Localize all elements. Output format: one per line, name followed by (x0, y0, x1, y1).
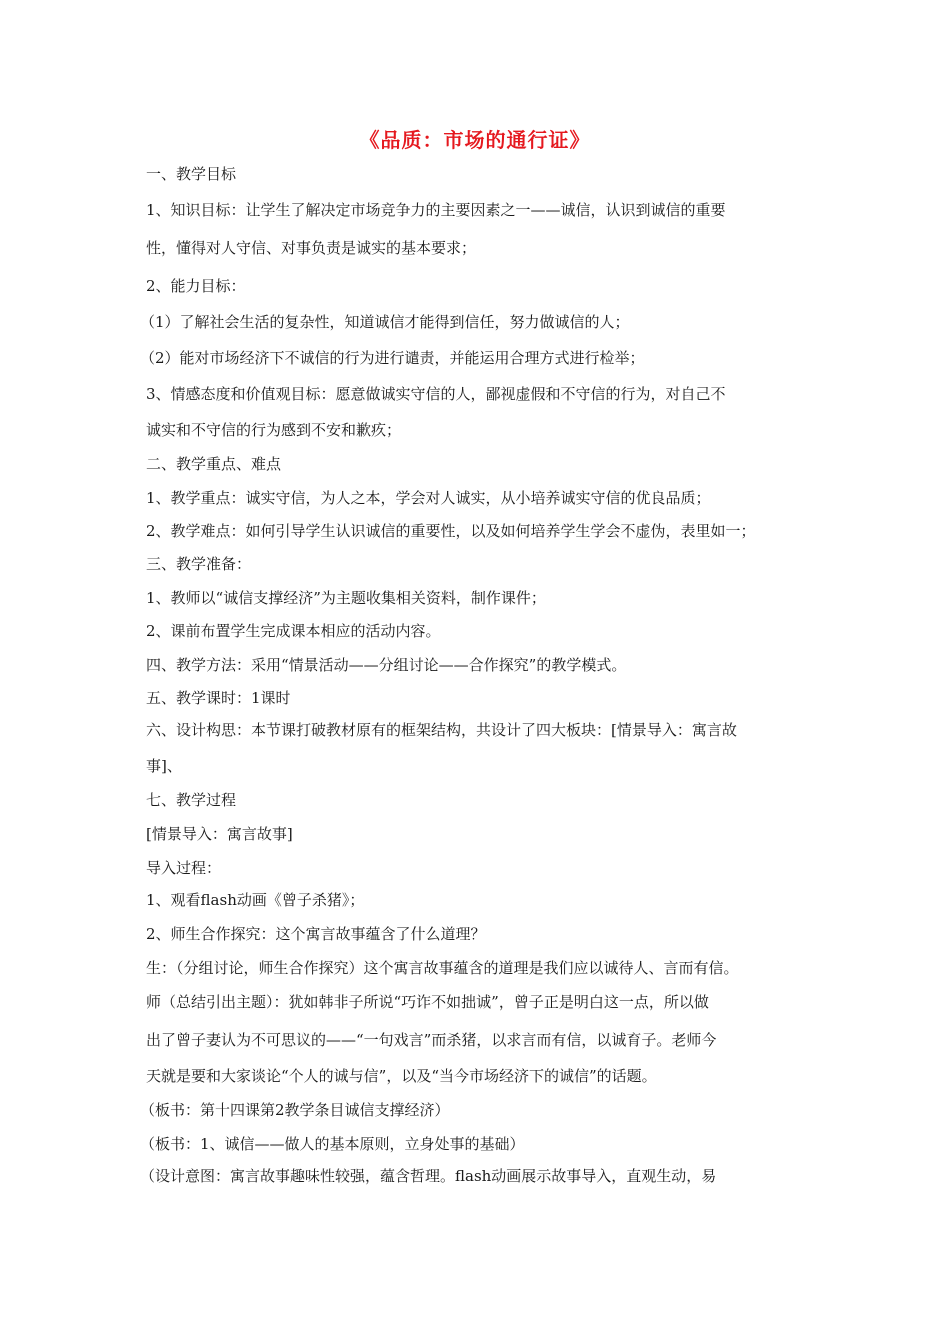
blackboard-note: （板书：1、诚信——做人的基本原则，立身处事的基础） (140, 1135, 525, 1153)
paragraph-line: 生：（分组讨论，师生合作探究）这个寓言故事蕴含的道理是我们应以诚待人、言而有信。 (146, 959, 739, 977)
paragraph-line: 2、能力目标： (146, 277, 246, 295)
heading-key-points: 二、教学重点、难点 (146, 455, 282, 473)
paragraph-line: 天就是要和大家谈论“个人的诚与信”，以及“当今市场经济下的诚信”的话题。 (146, 1067, 657, 1085)
heading-design-concept: 六、设计构思：本节课打破教材原有的框架结构，共设计了四大板块：[情景导入：寓言故 (146, 721, 737, 739)
paragraph-line: （1）了解社会生活的复杂性，知道诚信才能得到信任，努力做诚信的人； (140, 313, 630, 331)
section-label: [情景导入：寓言故事] (146, 825, 293, 843)
heading-preparation: 三、教学准备： (146, 555, 252, 573)
blackboard-note: （板书：第十四课第2教学条目诚信支撑经济） (140, 1101, 450, 1119)
paragraph-line: 1、教学重点：诚实守信，为人之本，学会对人诚实，从小培养诚实守信的优良品质； (146, 489, 711, 507)
heading-teaching-method: 四、教学方法：采用“情景活动——分组讨论——合作探究”的教学模式。 (146, 656, 627, 674)
paragraph-line: 导入过程： (146, 859, 222, 877)
paragraph-line: 1、教师以“诚信支撑经济”为主题收集相关资料，制作课件； (146, 589, 546, 607)
paragraph-line: 性，懂得对人守信、对事负责是诚实的基本要求； (146, 239, 477, 257)
paragraph-line: 2、课前布置学生完成课本相应的活动内容。 (146, 622, 441, 640)
paragraph-line: 1、观看flash动画《曾子杀猪》； (146, 891, 365, 909)
paragraph-line: 2、师生合作探究：这个寓言故事蕴含了什么道理？ (146, 925, 486, 943)
design-intent-note: （设计意图：寓言故事趣味性较强，蕴含哲理。flash动画展示故事导入，直观生动，易 (140, 1167, 717, 1185)
document-title: 《品质：市场的通行证》 (359, 128, 591, 152)
paragraph-line: 事]、 (146, 757, 182, 775)
paragraph-line: 诚实和不守信的行为感到不安和歉疚； (146, 421, 402, 439)
heading-class-hours: 五、教学课时：1课时 (146, 689, 291, 707)
paragraph-line: 出了曾子妻认为不可思议的——“一句戏言”而杀猪，以求言而有信，以诚育子。老师今 (146, 1031, 717, 1049)
paragraph-line: 1、知识目标：让学生了解决定市场竞争力的主要因素之一——诚信，认识到诚信的重要 (146, 201, 726, 219)
paragraph-line: 师（总结引出主题）：犹如韩非子所说“巧诈不如拙诚”，曾子正是明白这一点，所以做 (146, 993, 709, 1011)
paragraph-line: 2、教学难点：如何引导学生认识诚信的重要性，以及如何培养学生学会不虚伪，表里如一； (146, 522, 756, 540)
heading-teaching-objectives: 一、教学目标 (146, 165, 237, 183)
paragraph-line: （2）能对市场经济下不诚信的行为进行谴责，并能运用合理方式进行检举； (140, 349, 645, 367)
heading-teaching-process: 七、教学过程 (146, 791, 237, 809)
paragraph-line: 3、情感态度和价值观目标：愿意做诚实守信的人，鄙视虚假和不守信的行为，对自己不 (146, 385, 726, 403)
